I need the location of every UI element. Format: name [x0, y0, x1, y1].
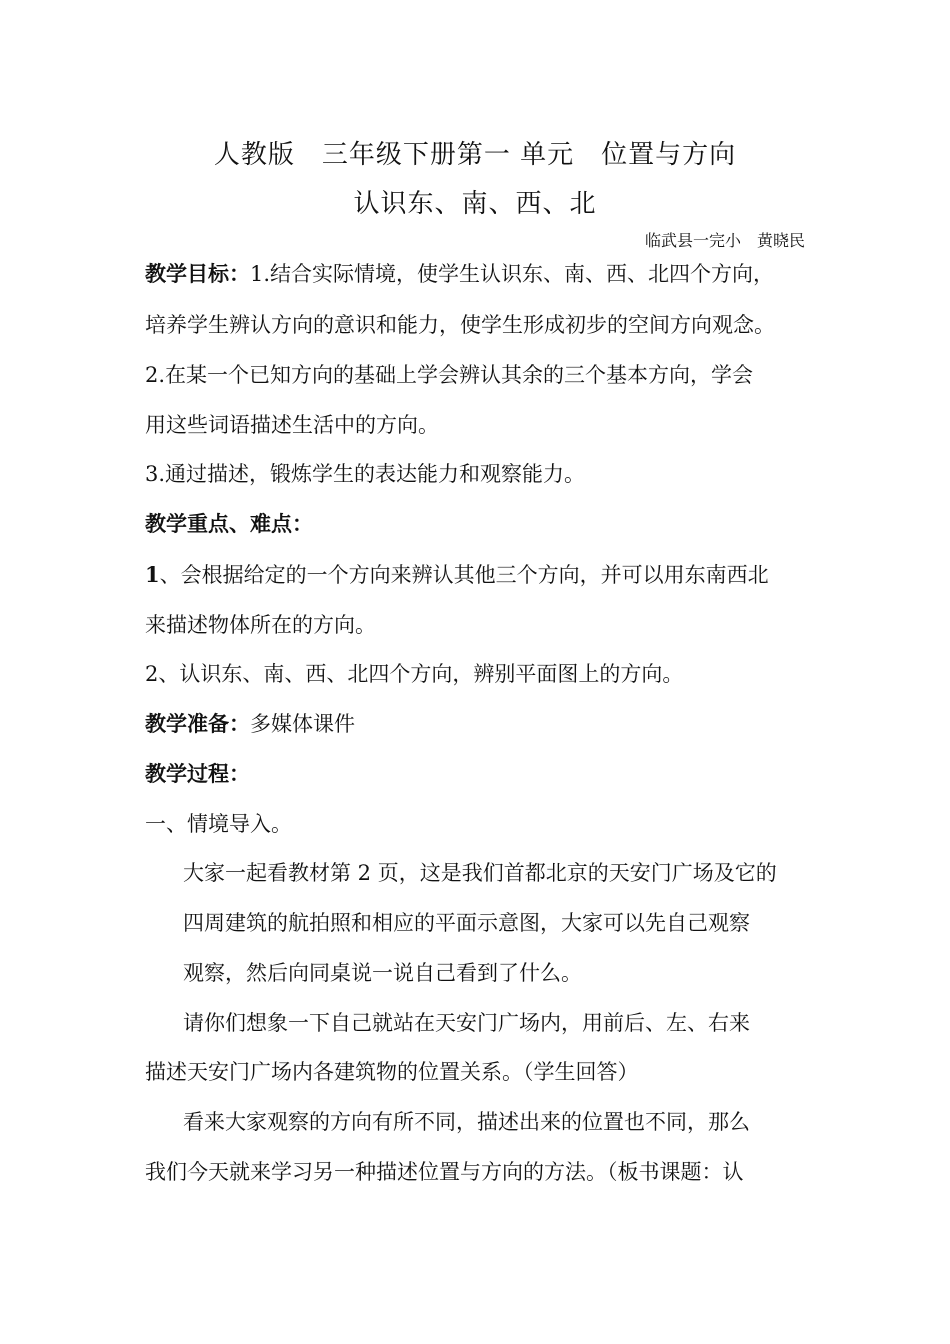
paragraph-3-line-2: 我们今天就来学习另一种描述位置与方向的方法。（板书课题：认 [145, 1160, 744, 1184]
document-title: 人教版 三年级下册第一 单元 位置与方向 [213, 140, 737, 170]
objectives-line-5: 3.通过描述，锻炼学生的表达能力和观察能力。 [145, 462, 586, 486]
paragraph-1-line-3: 观察，然后向同桌说一说自己看到了什么。 [183, 961, 582, 985]
key-point-1-text: 、会根据给定的一个方向来辨认其他三个方向，并可以用东南西北 [159, 563, 769, 587]
preparation-label: 教学准备： [145, 711, 250, 736]
paragraph-1-line-1: 大家一起看教材第 2 页，这是我们首都北京的天安门广场及它的 [183, 861, 777, 885]
objectives-line-1 [145, 259, 774, 289]
author-line: 临武县一完小 黄晓民 [644, 231, 805, 250]
objectives-line-3: 2.在某一个已知方向的基础上学会辨认其余的三个基本方向，学会 [145, 363, 754, 387]
document-subtitle: 认识东、南、西、北 [353, 189, 597, 219]
preparation-text: 多媒体课件 [250, 712, 355, 736]
paragraph-3-line-1: 看来大家观察的方向有所不同，描述出来的位置也不同，那么 [183, 1110, 750, 1134]
paragraph-2-line-1: 请你们想象一下自己就站在天安门广场内，用前后、左、右来 [183, 1011, 750, 1035]
key-point-1-continued: 来描述物体所在的方向。 [145, 613, 376, 637]
objectives-line-2: 培养学生辨认方向的意识和能力，使学生形成初步的空间方向观念。 [145, 313, 775, 337]
section-heading: 一、情境导入。 [145, 812, 292, 836]
paragraph-2-line-2: 描述天安门广场内各建筑物的位置关系。（学生回答） [145, 1060, 639, 1084]
objectives-label: 教学目标： [145, 261, 250, 286]
objectives-line-4: 用这些词语描述生活中的方向。 [145, 413, 439, 437]
preparation-line [145, 709, 355, 739]
paragraph-1-line-2: 四周建筑的航拍照和相应的平面示意图，大家可以先自己观察 [183, 911, 750, 935]
key-points-label: 教学重点、难点： [145, 511, 313, 536]
key-point-2: 2、认识东、南、西、北四个方向，辨别平面图上的方向。 [145, 662, 684, 686]
process-label: 教学过程： [145, 761, 250, 786]
key-point-1-number: 1 [145, 562, 160, 587]
objectives-text-1: 1.结合实际情境，使学生认识东、南、西、北四个方向， [250, 262, 775, 286]
key-point-1 [145, 560, 769, 590]
